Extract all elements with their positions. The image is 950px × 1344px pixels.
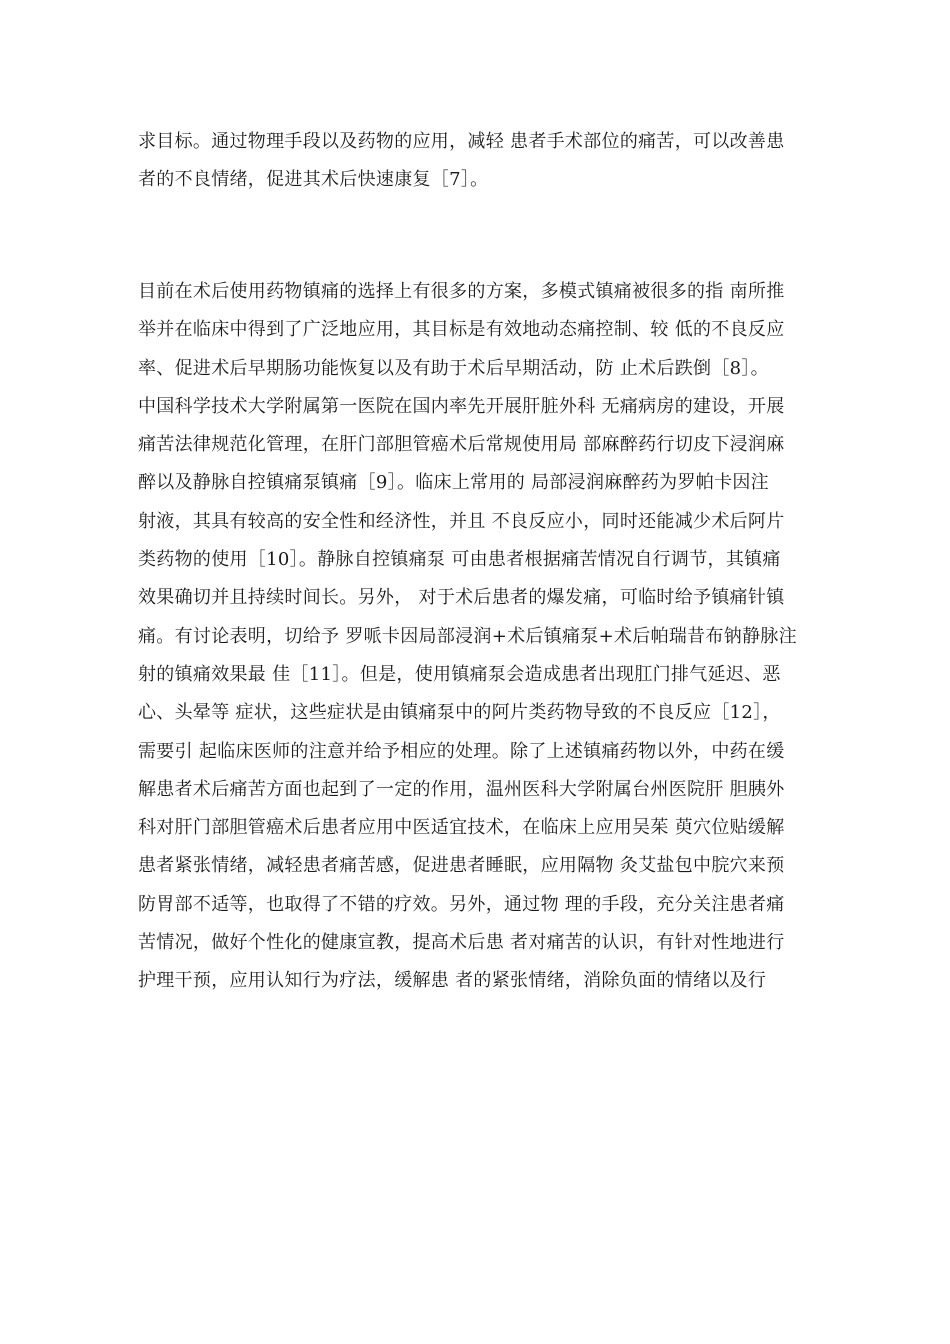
text-line: 射液，其具有较高的安全性和经济性，并且 不良反应小，同时还能减少术后阿片 — [138, 510, 785, 532]
text-line: 者的不良情绪，促进其术后快速康复［7］。 — [138, 169, 489, 191]
text-line: 护理干预，应用认知行为疗法，缓解患 者的紧张情绪，消除负面的情绪以及行 — [138, 970, 767, 992]
text-line: 求目标。通过物理手段以及药物的应用，减轻 患者手术部位的痛苦，可以改善患 — [138, 131, 785, 152]
text-line: 心、头晕等 症状，这些症状是由镇痛泵中的阿片类药物导致的不良反应［12］， — [138, 702, 781, 724]
text-line: 需要引 起临床医师的注意并给予相应的处理。除了上述镇痛药物以外，中药在缓 — [138, 740, 785, 762]
text-line: 醉以及静脉自控镇痛泵镇痛［9］。临床上常用的 局部浸润麻醉药为罗帕卡因注 — [138, 472, 769, 494]
paragraph-2 — [138, 273, 838, 1001]
text-line: 举并在临床中得到了广泛地应用，其目标是有效地动态痛控制、较 低的不良反应 — [138, 319, 785, 341]
text-line: 解患者术后痛苦方面也起到了一定的作用，温州医科大学附属台州医院肝 胆胰外 — [138, 778, 785, 800]
text-line: 效果确切并且持续时间长。另外， 对于术后患者的爆发痛，可临时给予镇痛针镇 — [138, 587, 785, 609]
text-line: 类药物的使用［10］。静脉自控镇痛泵 可由患者根据痛苦情况自行调节，其镇痛 — [138, 549, 781, 571]
text-line: 痛。有讨论表明，切给予 罗哌卡因局部浸润+术后镇痛泵+术后帕瑞昔布钠静脉注 — [138, 625, 797, 647]
text-line: 目前在术后使用药物镇痛的选择上有很多的方案，多模式镇痛被很多的指 南所推 — [138, 281, 785, 302]
text-line: 防胃部不适等，也取得了不错的疗效。另外，通过物 理的手段，充分关注患者痛 — [138, 893, 785, 915]
text-line: 中国科学技术大学附属第一医院在国内率先开展肝脏外科 无痛病房的建设，开展 — [138, 395, 785, 417]
text-line: 率、促进术后早期肠功能恢复以及有助于术后早期活动，防 止术后跌倒［8］。 — [138, 357, 769, 379]
paragraph-1 — [138, 123, 838, 200]
text-line: 苦情况，做好个性化的健康宣教，提高术后患 者对痛苦的认识，有针对性地进行 — [138, 932, 785, 954]
text-line: 射的镇痛效果最 佳［11］。但是，使用镇痛泵会造成患者出现肛门排气延迟、恶 — [138, 663, 781, 685]
text-line: 痛苦法律规范化管理，在肝门部胆管癌术后常规使用局 部麻醉药行切皮下浸润麻 — [138, 434, 785, 456]
text-line: 患者紧张情绪，减轻患者痛苦感，促进患者睡眠，应用隔物 灸艾盐包中脘穴来预 — [138, 855, 785, 877]
text-line: 科对肝门部胆管癌术后患者应用中医适宜技术，在临床上应用吴茱 萸穴位贴缓解 — [138, 817, 785, 839]
